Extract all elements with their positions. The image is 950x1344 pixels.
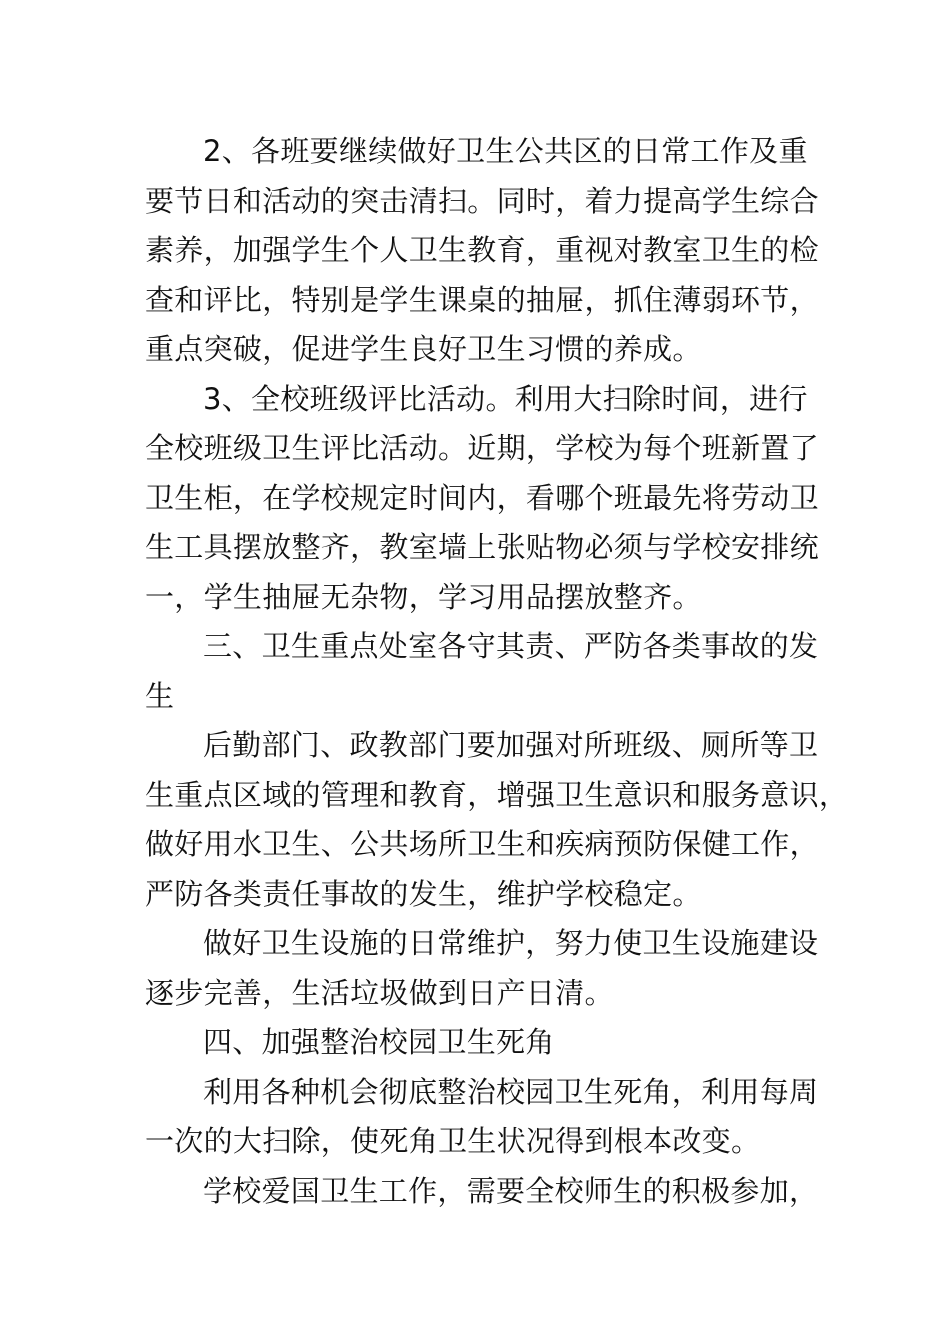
text-line: 一次的大扫除，使死角卫生状况得到根本改变。 xyxy=(145,1124,761,1158)
text-line: 素养，加强学生个人卫生教育，重视对教室卫生的检 xyxy=(145,233,819,267)
paragraph-class-evaluation xyxy=(145,375,819,623)
paragraph-dead-corners xyxy=(145,1068,819,1167)
section-heading-four xyxy=(145,1018,815,1068)
text-line: 做好卫生设施的日常维护，努力使卫生设施建设 xyxy=(203,926,819,960)
text-line: 逐步完善，生活垃圾做到日产日清。 xyxy=(145,975,614,1010)
text-line: 全校班级卫生评比活动。近期，学校为每个班新置了 xyxy=(145,431,819,465)
heading-line: 四、加强整治校园卫生死角 xyxy=(203,1025,555,1059)
text-line: 学校爱国卫生工作，需要全校师生的积极参加， xyxy=(203,1173,819,1208)
paragraph-class-cleaning xyxy=(145,127,819,375)
text-line: 要节日和活动的突击清扫。同时，着力提高学生综合 xyxy=(145,183,819,218)
heading-line: 生 xyxy=(145,678,175,713)
paragraph-participation xyxy=(145,1167,819,1217)
section-heading-three xyxy=(145,622,819,721)
heading-line: 三、卫生重点处室各守其责、严防各类事故的发 xyxy=(203,629,819,663)
text-line: 重点突破，促进学生良好卫生习惯的养成。 xyxy=(145,332,702,366)
text-line: 严防各类责任事故的发生，维护学校稳定。 xyxy=(145,876,702,911)
text-line: 后勤部门、政教部门要加强对所班级、厕所等卫 xyxy=(203,728,819,762)
text-line: 一，学生抽屉无杂物，学习用品摆放整齐。 xyxy=(145,579,702,614)
text-line: 2、各班要继续做好卫生公共区的日常工作及重 xyxy=(203,134,808,168)
document-body xyxy=(145,127,849,1216)
text-line: 查和评比，特别是学生课桌的抽屉，抓住薄弱环节， xyxy=(145,282,819,317)
text-line: 3、全校班级评比活动。利用大扫除时间，进行 xyxy=(203,381,808,416)
text-line: 利用各种机会彻底整治校园卫生死角，利用每周 xyxy=(203,1074,819,1109)
paragraph-facility-maintenance xyxy=(145,919,819,1018)
text-line: 生重点区域的管理和教育，增强卫生意识和服务意识， xyxy=(145,777,849,812)
text-line: 卫生柜，在学校规定时间内，看哪个班最先将劳动卫 xyxy=(145,480,819,515)
paragraph-department-duties xyxy=(145,721,849,919)
text-line: 生工具摆放整齐，教室墙上张贴物必须与学校安排统 xyxy=(145,530,819,564)
text-line: 做好用水卫生、公共场所卫生和疾病预防保健工作， xyxy=(145,827,819,861)
